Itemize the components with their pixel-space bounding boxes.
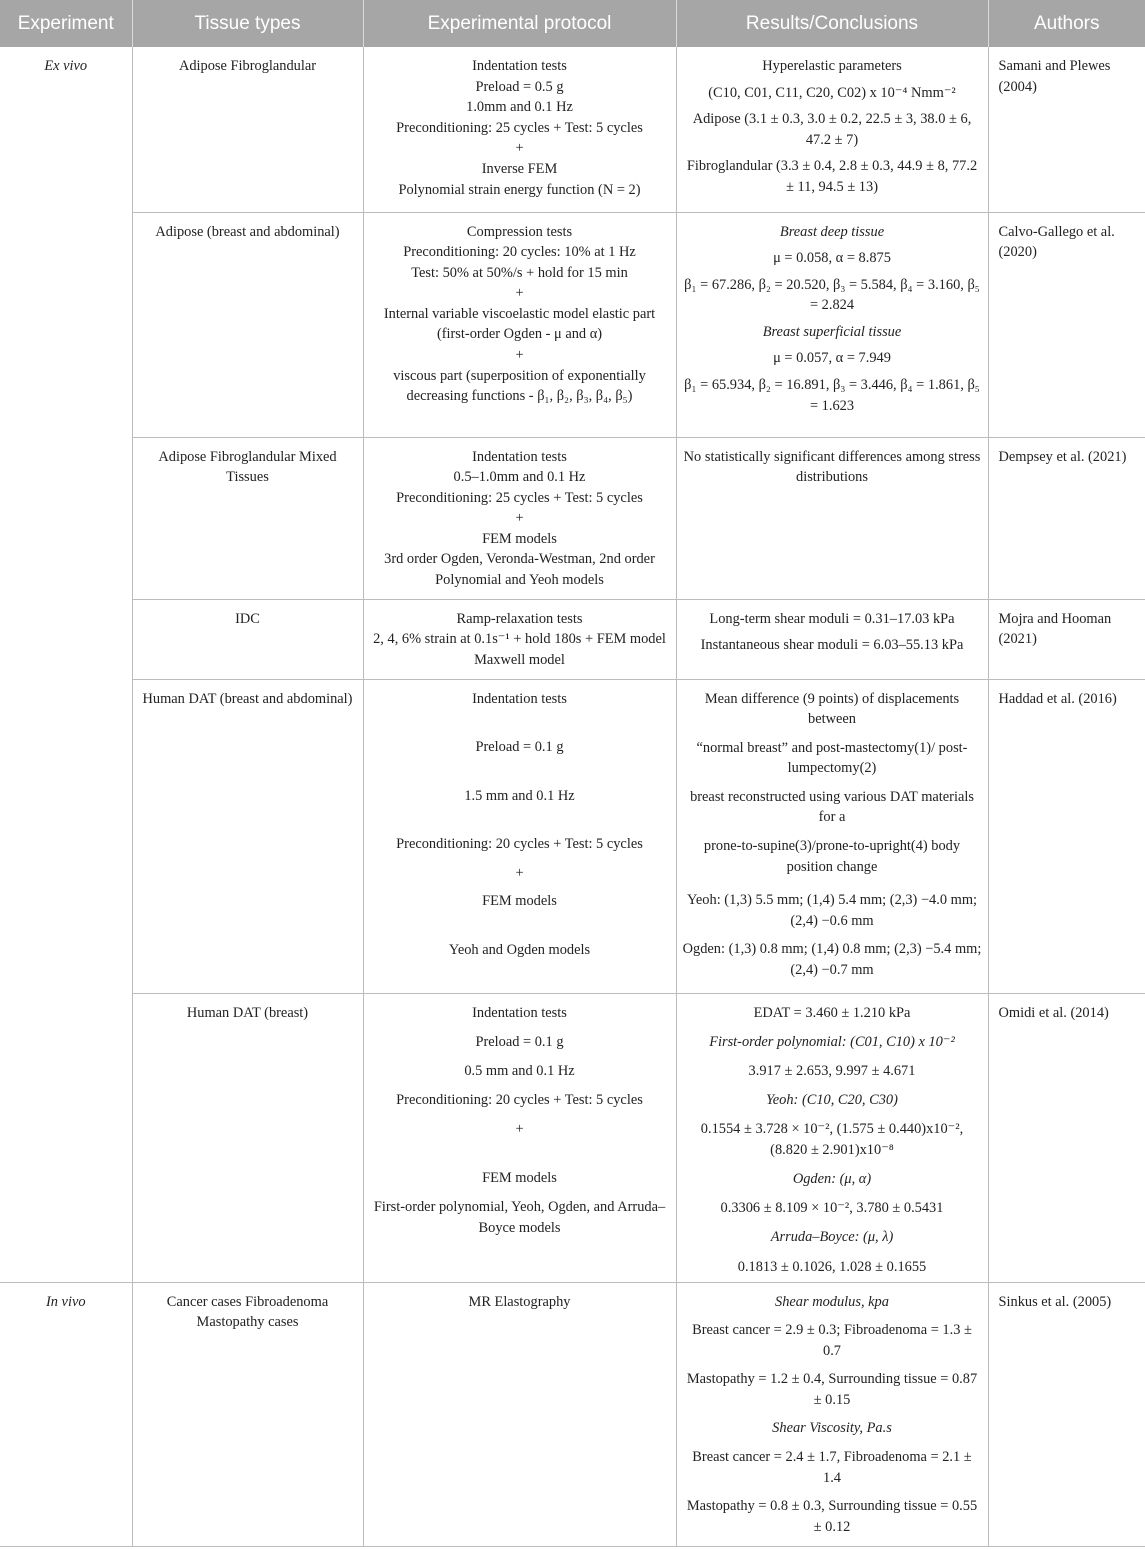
protocol-cell: Indentation tests Preload = 0.1 g 1.5 mm and 0.1 Hz Preconditioning: 20 cycles + Test: 5 cycles + FEM models Yeoh and Ogden models [363,679,676,993]
results-cell: No statistically significant differences among stress distributions [676,437,988,599]
tissue-cell: Human DAT (breast) [132,993,363,1282]
table-row [0,437,1145,599]
experiment-cell: In vivo [0,1282,132,1546]
header-experimental-protocol: Experimental protocol [363,0,676,47]
results-cell: Long-term shear moduli = 0.31–17.03 kPa Instantaneous shear moduli = 6.03–55.13 kPa [676,599,988,679]
authors-cell: Sinkus et al. (2005) [988,1282,1145,1546]
results-cell: Breast deep tissue μ = 0.058, α = 8.875 β₁ = 67.286, β₂ = 20.520, β₃ = 5.584, β₄ = 3.160, β₅ = 2.824 Breast superficial tissue μ = 0.057, α = 7.949 β₁ = 65.934, β₂ = 16.891, β₃ = 3.446, β₄ = 1.861, β₅ = 1.623 [676,212,988,437]
experiment-cell [0,212,132,437]
results-cell: Mean difference (9 points) of displacements between “normal breast” and post-mastectomy(1)/ post-lumpectomy(2) breast reconstructed using various DAT materials for a prone-to-supine(3)/prone-to-upright(4) body position change Yeoh: (1,3) 5.5 mm; (1,4) 5.4 mm; (2,3) −4.0 mm; (2,4) −0.6 mm Ogden: (1,3) 0.8 mm; (1,4) 0.8 mm; (2,3) −5.4 mm; (2,4) −0.7 mm [676,679,988,993]
header-results-conclusions: Results/Conclusions [676,0,988,47]
tissue-cell: Human DAT (breast and abdominal) [132,679,363,993]
authors-cell: Calvo-Gallego et al. (2020) [988,212,1145,437]
table-row [0,993,1145,1282]
experiment-cell [0,437,132,599]
results-cell: Shear modulus, kpa Breast cancer = 2.9 ± 0.3; Fibroadenoma = 1.3 ± 0.7 Mastopathy = 1.2 ± 0.4, Surrounding tissue = 0.87 ± 0.15 Shear Viscosity, Pa.s Breast cancer = 2.4 ± 1.7, Fibroadenoma = 2.1 ± 1.4 Mastopathy = 0.8 ± 0.3, Surrounding tissue = 0.55 ± 0.12 [676,1282,988,1546]
experiment-cell [0,679,132,993]
protocol-cell: Compression tests Preconditioning: 20 cycles: 10% at 1 Hz Test: 50% at 50%/s + hold for 15 min + Internal variable viscoelastic model elastic part (first-order Ogden - μ and α) + viscous part (superposition of exponentially decreasing functions - β₁, β₂, β₃, β₄, β₅) [363,212,676,437]
tissue-cell: Adipose (breast and abdominal) [132,212,363,437]
results-cell: Hyperelastic parameters (C10, C01, C11, C20, C02) x 10⁻⁴ Nmm⁻² Adipose (3.1 ± 0.3, 3.0 ± 0.2, 22.5 ± 3, 38.0 ± 6, 47.2 ± 7) Fibroglandular (3.3 ± 0.4, 2.8 ± 0.3, 44.9 ± 8, 77.2 ± 11, 94.5 ± 13) [676,47,988,212]
authors-cell: Mojra and Hooman (2021) [988,599,1145,679]
header-authors: Authors [988,0,1145,47]
protocol-cell: Ramp-relaxation tests 2, 4, 6% strain at 0.1s⁻¹ + hold 180s + FEM model Maxwell model [363,599,676,679]
protocol-cell: Indentation tests Preload = 0.5 g 1.0mm and 0.1 Hz Preconditioning: 25 cycles + Test: 5 cycles + Inverse FEM Polynomial strain energy function (N = 2) [363,47,676,212]
authors-cell: Omidi et al. (2014) [988,993,1145,1282]
table-row [0,47,1145,212]
table-row [0,1282,1145,1546]
experiment-cell: Ex vivo [0,47,132,212]
authors-cell: Dempsey et al. (2021) [988,437,1145,599]
header-experiment: Experiment [0,0,132,47]
table-row [0,679,1145,993]
header-tissue-types: Tissue types [132,0,363,47]
table-row [0,599,1145,679]
protocol-cell: Indentation tests Preload = 0.1 g 0.5 mm and 0.1 Hz Preconditioning: 20 cycles + Test: 5 cycles + FEM models First-order polynomial, Yeoh, Ogden, and Arruda–Boyce models [363,993,676,1282]
tissue-cell: IDC [132,599,363,679]
protocol-cell: MR Elastography [363,1282,676,1546]
authors-cell: Haddad et al. (2016) [988,679,1145,993]
table-header [0,0,1145,47]
edat-line: EDAT = 3.460 ± 1.210 kPa [753,1004,911,1021]
experiment-cell [0,993,132,1282]
tissue-cell: Adipose Fibroglandular Mixed Tissues [132,437,363,599]
experiment-cell [0,599,132,679]
tissue-cell: Adipose Fibroglandular [132,47,363,212]
authors-cell: Samani and Plewes (2004) [988,47,1145,212]
results-cell: EDAT = 3.460 ± 1.210 kPa First-order polynomial: (C01, C10) x 10⁻² 3.917 ± 2.653, 9.997 ± 4.671 Yeoh: (C10, C20, C30) 0.1554 ± 3.728 × 10⁻², (1.575 ± 0.440)x10⁻², (8.820 ± 2.901)x10⁻⁸ Ogden: (μ, α) 0.3306 ± 8.109 × 10⁻², 3.780 ± 0.5431 Arruda–Boyce: (μ, λ) 0.1813 ± 0.1026, 1.028 ± 0.1655 [676,993,988,1282]
table-row [0,212,1145,437]
protocol-cell: Indentation tests 0.5–1.0mm and 0.1 Hz Preconditioning: 25 cycles + Test: 5 cycles + FEM models 3rd order Ogden, Veronda-Westman, 2nd order Polynomial and Yeoh models [363,437,676,599]
tissue-cell: Cancer cases Fibroadenoma Mastopathy cases [132,1282,363,1546]
